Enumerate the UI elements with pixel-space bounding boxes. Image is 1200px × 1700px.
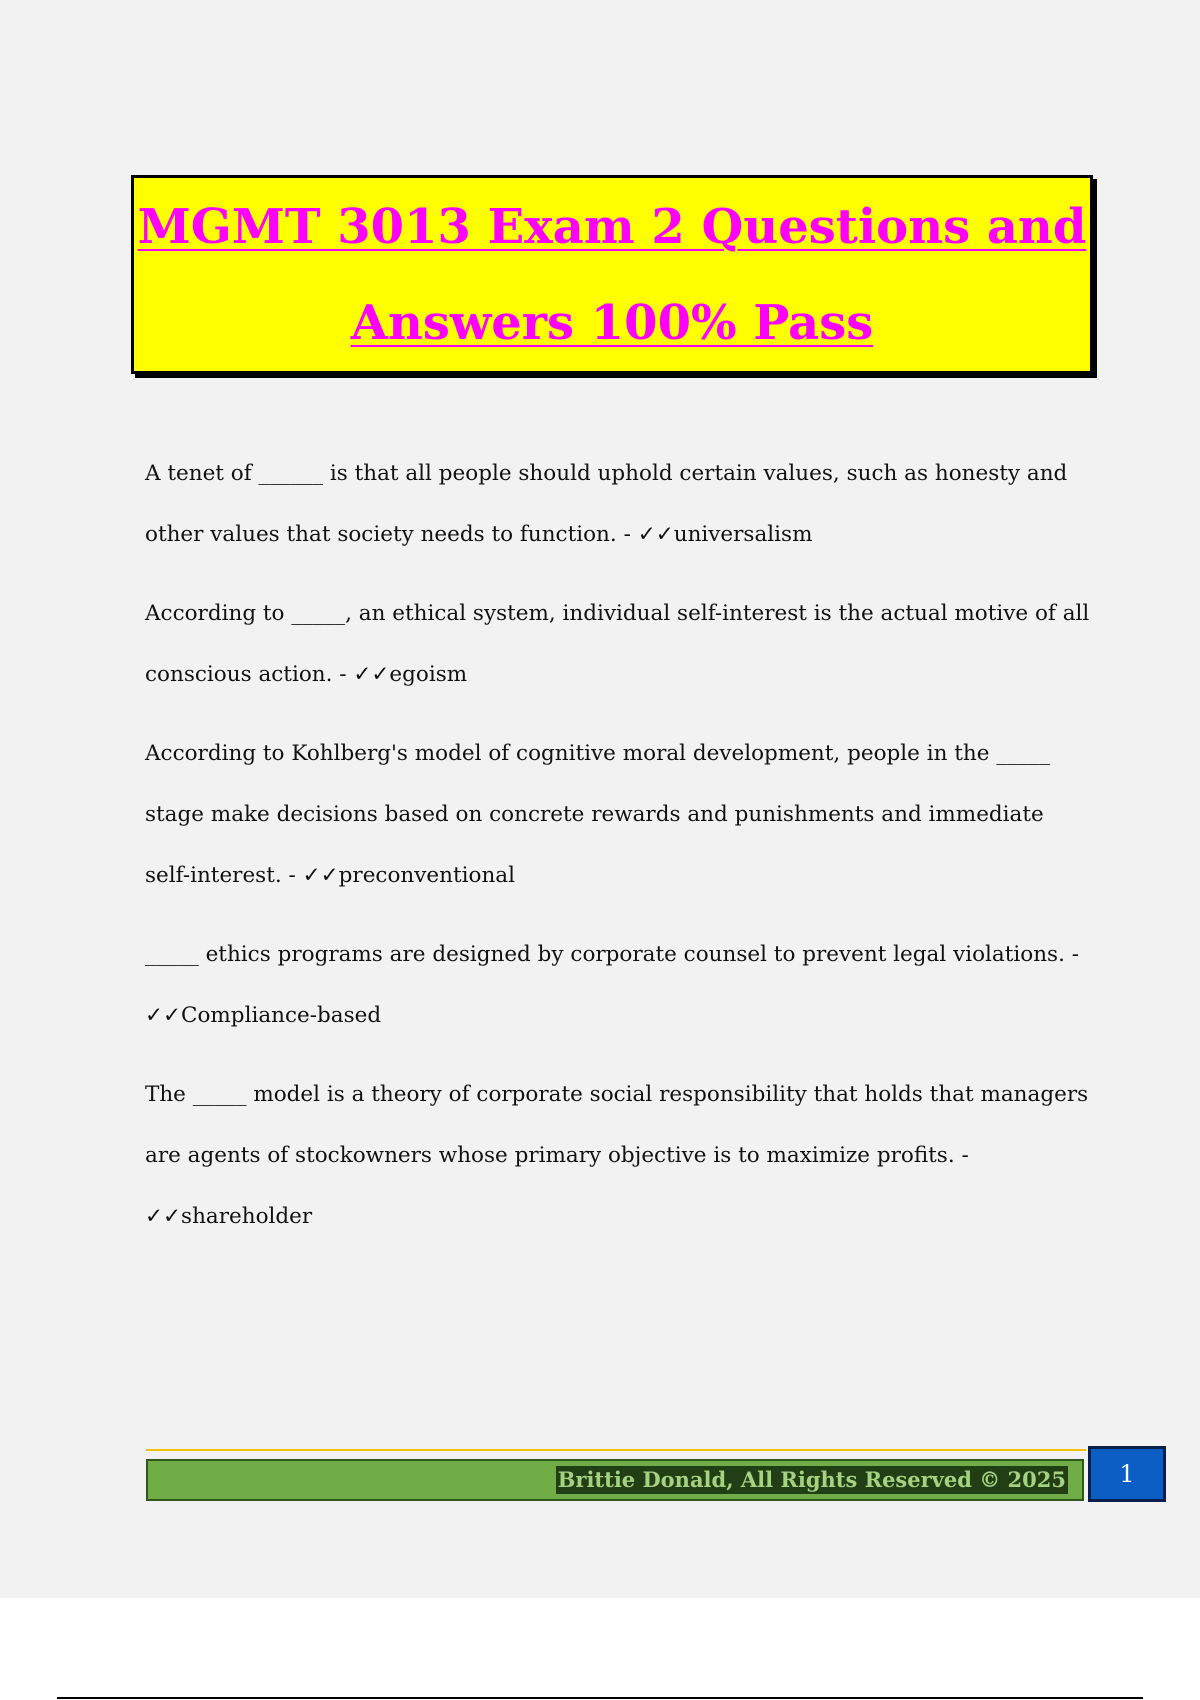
page-number: 1: [1119, 1460, 1135, 1488]
question-text: According to _____, an ethical system, individual self-interest is the actual motive of all conscious action. -: [145, 601, 1090, 687]
footer-copyright: Brittie Donald, All Rights Reserved © 2025: [557, 1467, 1066, 1492]
question-item: [145, 1064, 1090, 1247]
answer-text: ✓✓universalism: [637, 522, 813, 547]
answer-text: ✓✓shareholder: [145, 1204, 313, 1229]
title-line-2: Answers 100% Pass: [350, 294, 874, 351]
footer-divider: [146, 1449, 1086, 1451]
page-separator: [57, 1697, 1143, 1699]
footer-bar: [146, 1459, 1084, 1501]
question-item: [145, 924, 1090, 1046]
question-text: According to Kohlberg's model of cognitive moral development, people in the _____ stage make decisions based on concrete rewards and punishments and immediate self-interest. -: [145, 741, 1051, 888]
answer-text: ✓✓Compliance-based: [145, 1003, 382, 1028]
page-number-box: [1088, 1446, 1166, 1502]
question-item: [145, 723, 1090, 906]
question-list: [145, 443, 1090, 1265]
answer-text: ✓✓egoism: [353, 662, 468, 687]
question-text: The _____ model is a theory of corporate social responsibility that holds that managers are agents of stockowners whose primary objective is to maximize profits. -: [145, 1082, 1089, 1168]
title-line-1: MGMT 3013 Exam 2 Questions and: [137, 198, 1087, 255]
title-box: [131, 175, 1093, 374]
question-item: [145, 443, 1090, 565]
answer-text: ✓✓preconventional: [302, 863, 515, 888]
question-text: A tenet of ______ is that all people should uphold certain values, such as honesty and other values that society needs to function. -: [145, 461, 1068, 547]
question-text: _____ ethics programs are designed by corporate counsel to prevent legal violations. -: [145, 942, 1080, 967]
question-item: [145, 583, 1090, 705]
